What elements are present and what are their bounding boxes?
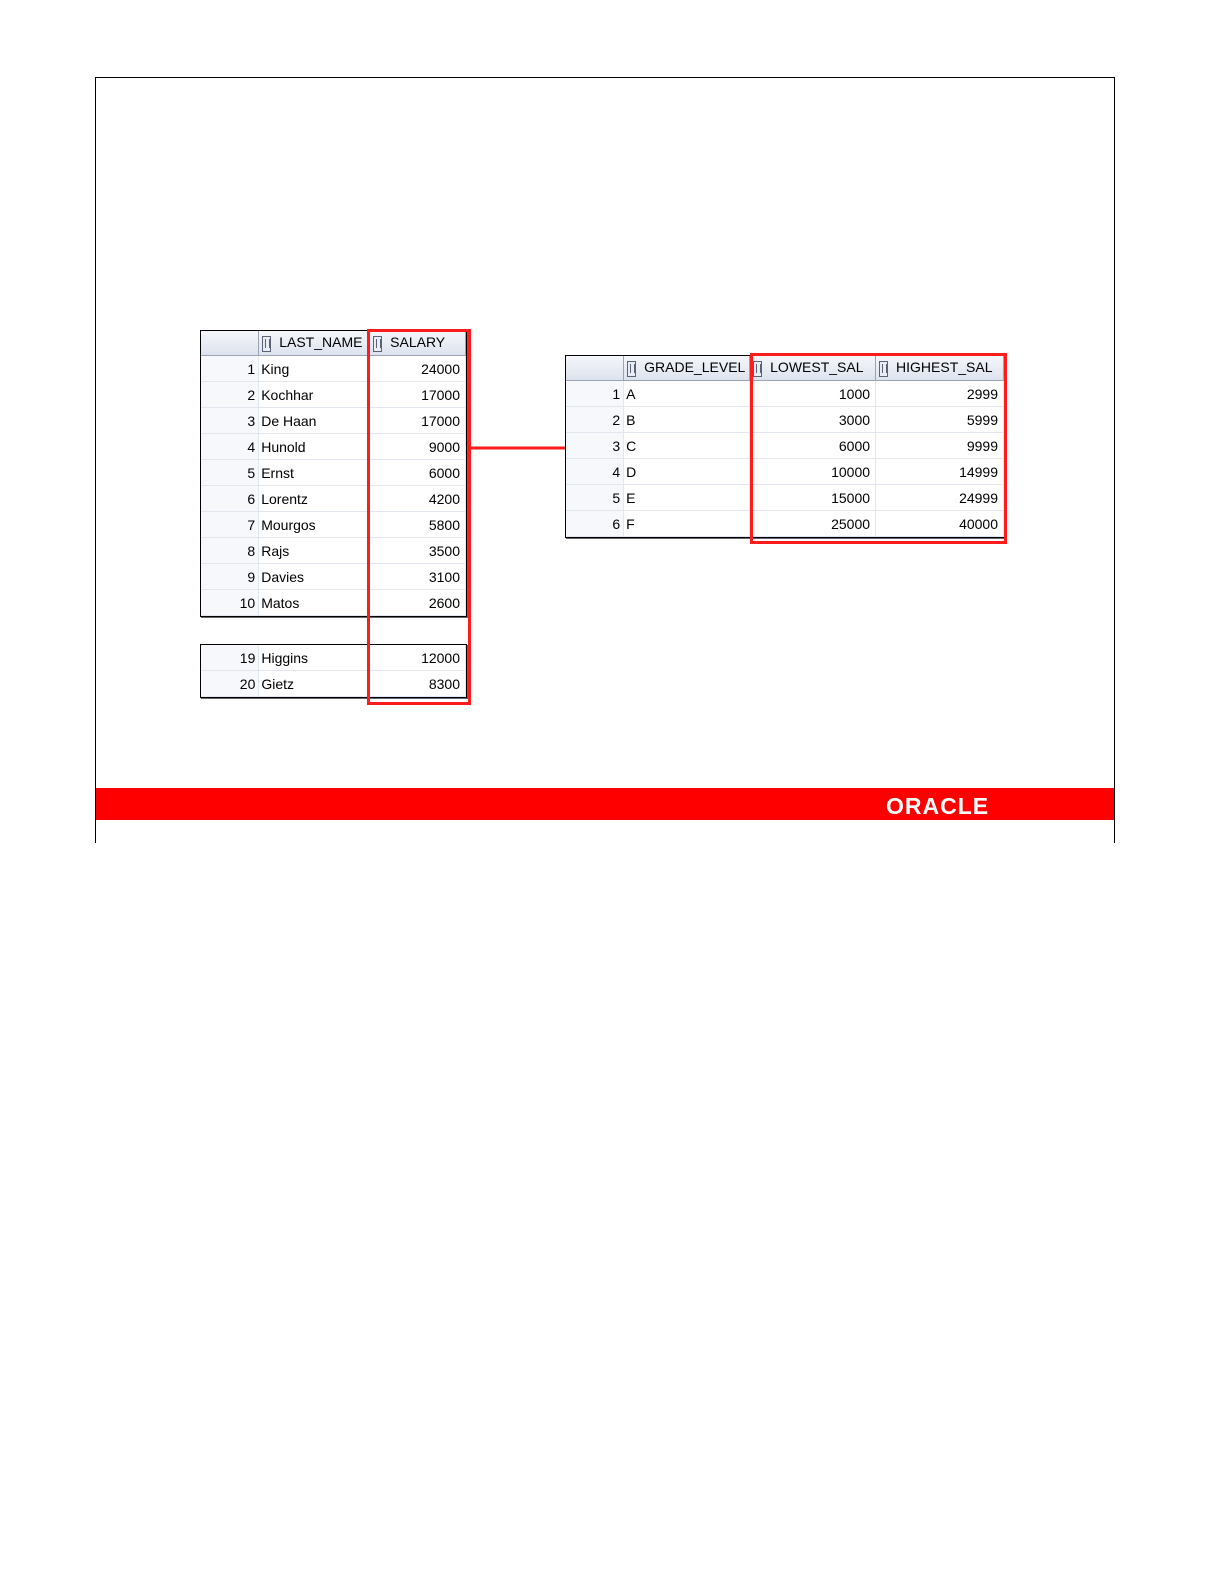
last-name-cell[interactable]: Matos [259, 590, 370, 616]
grade-level-cell[interactable]: A [624, 381, 750, 407]
row-number[interactable]: 6 [201, 486, 259, 512]
highest-sal-cell[interactable]: 9999 [876, 433, 1004, 459]
row-number[interactable]: 2 [201, 382, 259, 408]
salary-cell[interactable]: 17000 [370, 408, 466, 434]
row-number[interactable]: 4 [566, 459, 624, 485]
last-name-header[interactable]: LAST_NAME [259, 331, 370, 356]
last-name-cell[interactable]: Kochhar [259, 382, 370, 408]
lowest-sal-cell[interactable]: 1000 [750, 381, 876, 407]
row-number[interactable]: 3 [201, 408, 259, 434]
row-number[interactable]: 6 [566, 511, 624, 537]
salary-header[interactable]: SALARY [370, 331, 466, 356]
salary-cell[interactable]: 9000 [370, 434, 466, 460]
last-name-cell[interactable]: Lorentz [259, 486, 370, 512]
oracle-logo: ORACLE [886, 793, 990, 819]
highest-sal-cell[interactable]: 2999 [876, 381, 1004, 407]
salary-cell[interactable]: 12000 [370, 645, 466, 671]
salary-cell[interactable]: 4200 [370, 486, 466, 512]
highest-sal-cell[interactable]: 14999 [876, 459, 1004, 485]
row-number[interactable]: 2 [566, 407, 624, 433]
salary-cell[interactable]: 3500 [370, 538, 466, 564]
row-number[interactable]: 1 [201, 356, 259, 382]
last-name-cell[interactable]: Mourgos [259, 512, 370, 538]
last-name-cell[interactable]: Gietz [259, 671, 370, 697]
sort-icon[interactable] [627, 361, 636, 377]
last-name-cell[interactable]: Davies [259, 564, 370, 590]
grade-level-header[interactable]: GRADE_LEVEL [624, 356, 750, 381]
salary-cell[interactable]: 5800 [370, 512, 466, 538]
sort-icon[interactable] [262, 336, 271, 352]
grade-level-cell[interactable]: C [624, 433, 750, 459]
row-number[interactable]: 8 [201, 538, 259, 564]
last-name-cell[interactable]: King [259, 356, 370, 382]
row-number[interactable]: 3 [566, 433, 624, 459]
row-number[interactable]: 4 [201, 434, 259, 460]
row-number[interactable]: 5 [566, 485, 624, 511]
last-name-cell[interactable]: Hunold [259, 434, 370, 460]
lowest-sal-cell[interactable]: 15000 [750, 485, 876, 511]
highest-sal-header[interactable]: HIGHEST_SAL [876, 356, 1004, 381]
lowest-sal-header[interactable]: LOWEST_SAL [750, 356, 876, 381]
grade-level-cell[interactable]: F [624, 511, 750, 537]
salary-cell[interactable]: 3100 [370, 564, 466, 590]
rownum-header [566, 356, 624, 381]
salary-cell[interactable]: 24000 [370, 356, 466, 382]
lowest-sal-cell[interactable]: 10000 [750, 459, 876, 485]
salary-cell[interactable]: 17000 [370, 382, 466, 408]
lowest-sal-cell[interactable]: 6000 [750, 433, 876, 459]
last-name-cell[interactable]: Rajs [259, 538, 370, 564]
row-number[interactable]: 19 [201, 645, 259, 671]
grade-level-cell[interactable]: E [624, 485, 750, 511]
grade-level-cell[interactable]: B [624, 407, 750, 433]
row-number[interactable]: 7 [201, 512, 259, 538]
row-number[interactable]: 5 [201, 460, 259, 486]
lowest-sal-cell[interactable]: 3000 [750, 407, 876, 433]
last-name-cell[interactable]: Higgins [259, 645, 370, 671]
salary-cell[interactable]: 2600 [370, 590, 466, 616]
highest-sal-cell[interactable]: 24999 [876, 485, 1004, 511]
salary-cell[interactable]: 8300 [370, 671, 466, 697]
row-number[interactable]: 20 [201, 671, 259, 697]
highest-sal-cell[interactable]: 5999 [876, 407, 1004, 433]
footer-bar [96, 788, 1114, 820]
salary-highlight [367, 329, 471, 705]
lowest-sal-cell[interactable]: 25000 [750, 511, 876, 537]
highest-sal-cell[interactable]: 40000 [876, 511, 1004, 537]
row-number[interactable]: 1 [566, 381, 624, 407]
slide-frame [95, 77, 1115, 843]
last-name-cell[interactable]: Ernst [259, 460, 370, 486]
salary-range-highlight [750, 353, 1007, 544]
grade-level-cell[interactable]: D [624, 459, 750, 485]
row-number[interactable]: 9 [201, 564, 259, 590]
last-name-cell[interactable]: De Haan [259, 408, 370, 434]
rownum-header [201, 331, 259, 356]
row-number[interactable]: 10 [201, 590, 259, 616]
salary-cell[interactable]: 6000 [370, 460, 466, 486]
